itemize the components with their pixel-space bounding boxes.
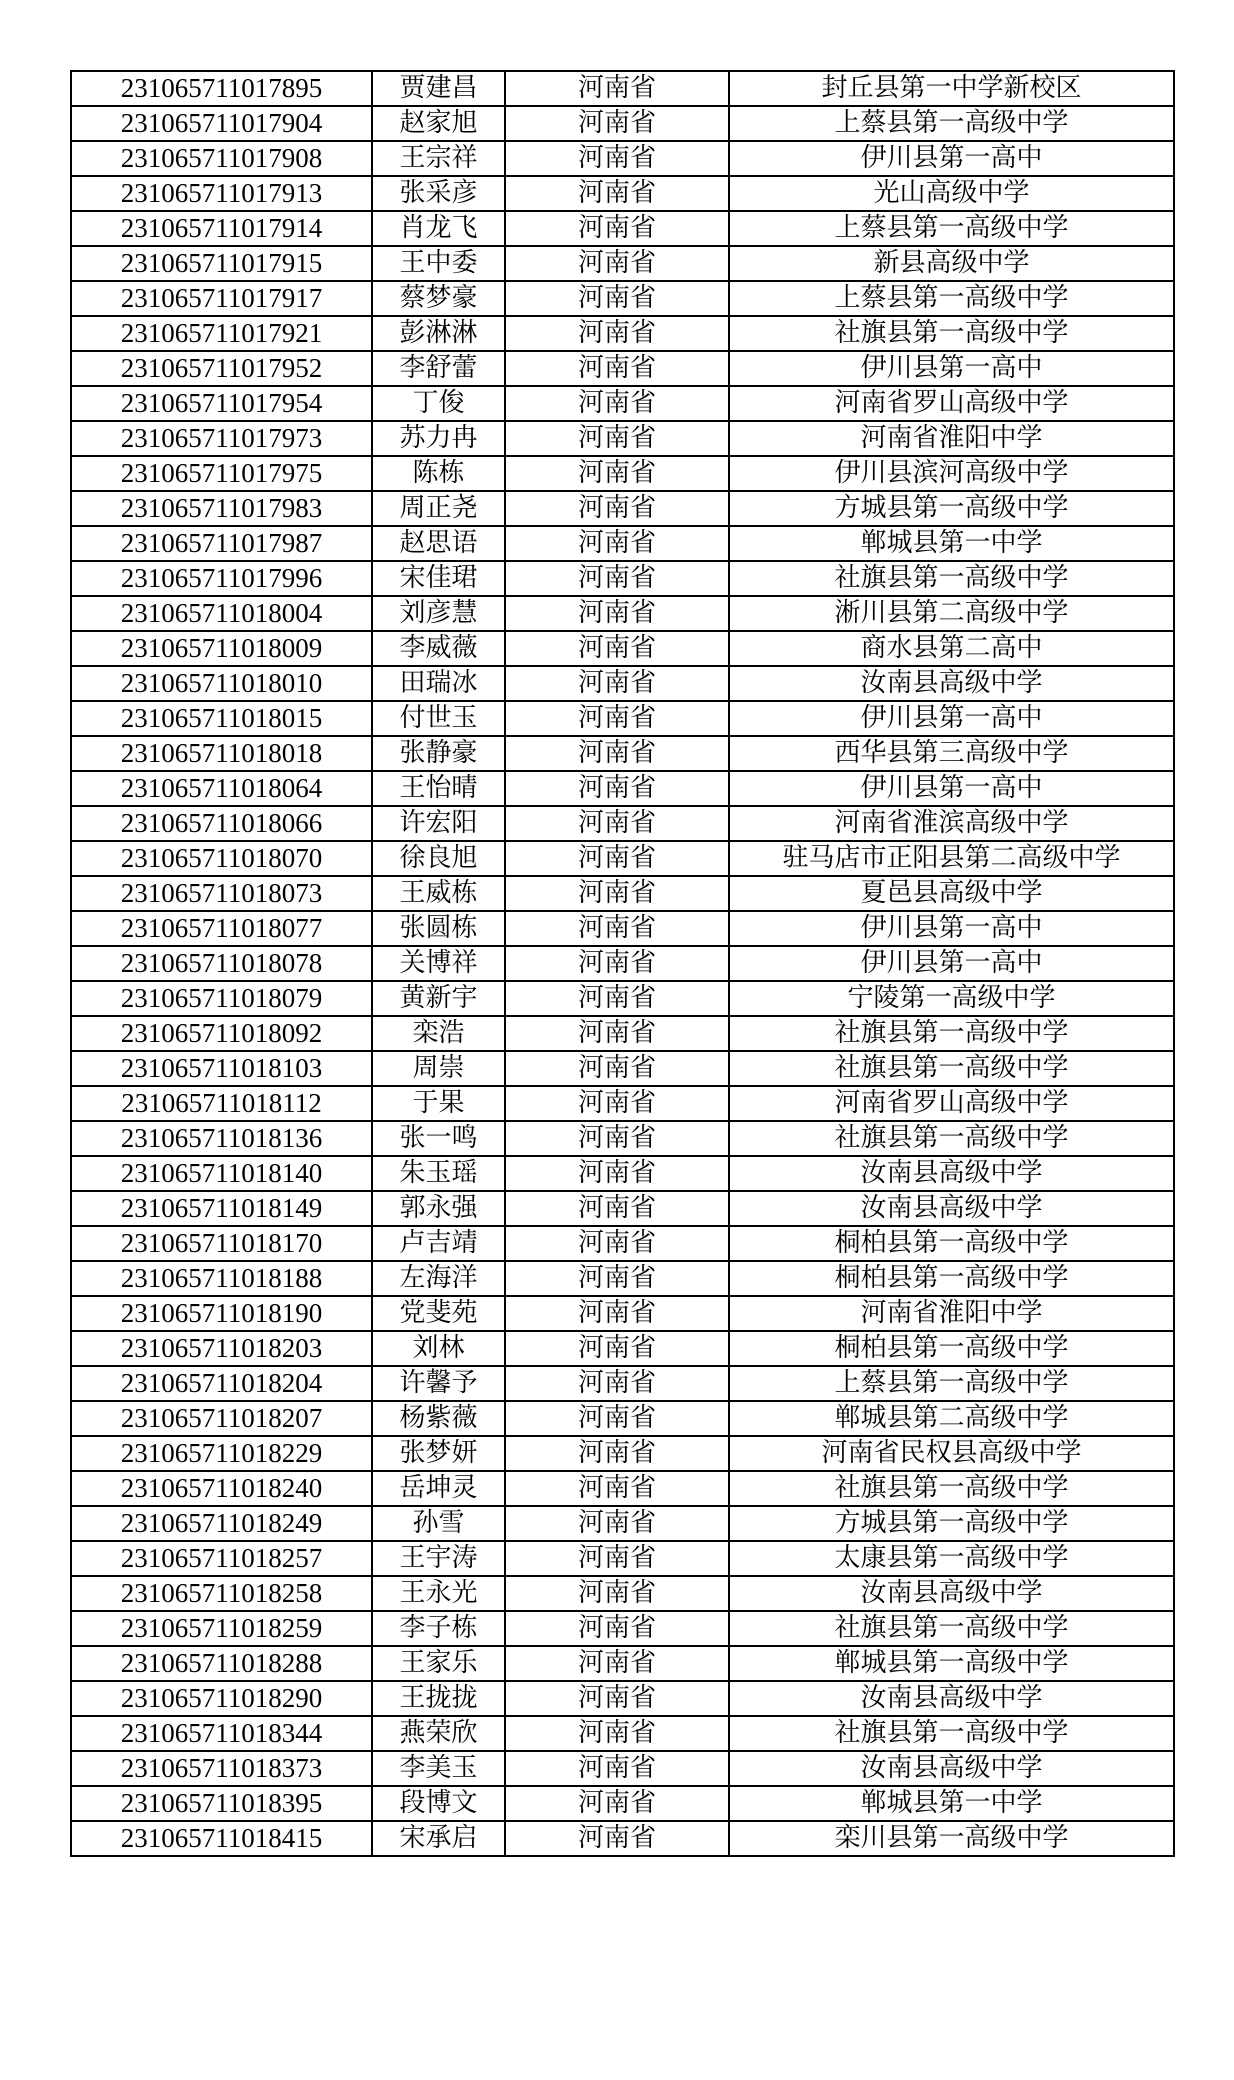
- school-cell: 社旗县第一高级中学: [729, 1051, 1174, 1086]
- student-name-cell: 李子栋: [372, 1611, 505, 1646]
- student-name-cell: 彭淋淋: [372, 316, 505, 351]
- student-name-cell: 张一鸣: [372, 1121, 505, 1156]
- student-name-cell: 赵思语: [372, 526, 505, 561]
- school-cell: 社旗县第一高级中学: [729, 561, 1174, 596]
- school-cell: 汝南县高级中学: [729, 1191, 1174, 1226]
- table-row: [71, 631, 1174, 666]
- table-row: [71, 1646, 1174, 1681]
- province-cell: 河南省: [505, 876, 729, 911]
- school-cell: 社旗县第一高级中学: [729, 1471, 1174, 1506]
- student-name-cell: 孙雪: [372, 1506, 505, 1541]
- exam-number-cell: 231065711018010: [71, 666, 372, 701]
- school-cell: 河南省罗山高级中学: [729, 1086, 1174, 1121]
- province-cell: 河南省: [505, 946, 729, 981]
- table-row: [71, 1331, 1174, 1366]
- province-cell: 河南省: [505, 1296, 729, 1331]
- province-cell: 河南省: [505, 596, 729, 631]
- province-cell: 河南省: [505, 1191, 729, 1226]
- province-cell: 河南省: [505, 1086, 729, 1121]
- exam-number-cell: 231065711018373: [71, 1751, 372, 1786]
- school-cell: 西华县第三高级中学: [729, 736, 1174, 771]
- table-row: [71, 1436, 1174, 1471]
- school-cell: 社旗县第一高级中学: [729, 1611, 1174, 1646]
- student-name-cell: 许馨予: [372, 1366, 505, 1401]
- province-cell: 河南省: [505, 666, 729, 701]
- exam-number-cell: 231065711018092: [71, 1016, 372, 1051]
- school-cell: 河南省淮阳中学: [729, 1296, 1174, 1331]
- student-name-cell: 朱玉瑶: [372, 1156, 505, 1191]
- school-cell: 桐柏县第一高级中学: [729, 1261, 1174, 1296]
- exam-number-cell: 231065711018288: [71, 1646, 372, 1681]
- table-row: [71, 176, 1174, 211]
- student-name-cell: 蔡梦豪: [372, 281, 505, 316]
- province-cell: 河南省: [505, 421, 729, 456]
- exam-number-cell: 231065711017913: [71, 176, 372, 211]
- table-row: [71, 1716, 1174, 1751]
- exam-number-cell: 231065711018064: [71, 771, 372, 806]
- exam-number-cell: 231065711018229: [71, 1436, 372, 1471]
- table-row: [71, 1086, 1174, 1121]
- exam-number-cell: 231065711018249: [71, 1506, 372, 1541]
- student-name-cell: 王永光: [372, 1576, 505, 1611]
- student-name-cell: 王宇涛: [372, 1541, 505, 1576]
- school-cell: 夏邑县高级中学: [729, 876, 1174, 911]
- table-row: [71, 106, 1174, 141]
- table-row: [71, 351, 1174, 386]
- province-cell: 河南省: [505, 1611, 729, 1646]
- exam-number-cell: 231065711018136: [71, 1121, 372, 1156]
- student-name-cell: 李威薇: [372, 631, 505, 666]
- exam-number-cell: 231065711018015: [71, 701, 372, 736]
- school-cell: 河南省罗山高级中学: [729, 386, 1174, 421]
- student-name-cell: 肖龙飞: [372, 211, 505, 246]
- exam-number-cell: 231065711018188: [71, 1261, 372, 1296]
- exam-number-cell: 231065711018018: [71, 736, 372, 771]
- province-cell: 河南省: [505, 106, 729, 141]
- table-row: [71, 1191, 1174, 1226]
- school-cell: 光山高级中学: [729, 176, 1174, 211]
- table-row: [71, 666, 1174, 701]
- school-cell: 郸城县第一中学: [729, 526, 1174, 561]
- student-name-cell: 王中委: [372, 246, 505, 281]
- student-name-cell: 宋承启: [372, 1821, 505, 1856]
- school-cell: 上蔡县第一高级中学: [729, 281, 1174, 316]
- student-name-cell: 段博文: [372, 1786, 505, 1821]
- student-name-cell: 刘彦慧: [372, 596, 505, 631]
- table-row: [71, 1121, 1174, 1156]
- table-row: [71, 1506, 1174, 1541]
- student-name-cell: 张圆栋: [372, 911, 505, 946]
- table-row: [71, 1016, 1174, 1051]
- student-name-cell: 张采彦: [372, 176, 505, 211]
- student-name-cell: 王拢拢: [372, 1681, 505, 1716]
- table-row: [71, 911, 1174, 946]
- exam-number-cell: 231065711018240: [71, 1471, 372, 1506]
- exam-number-cell: 231065711017914: [71, 211, 372, 246]
- exam-number-cell: 231065711017973: [71, 421, 372, 456]
- student-name-cell: 于果: [372, 1086, 505, 1121]
- province-cell: 河南省: [505, 281, 729, 316]
- table-row: [71, 561, 1174, 596]
- province-cell: 河南省: [505, 1786, 729, 1821]
- table-row: [71, 1471, 1174, 1506]
- exam-number-cell: 231065711018290: [71, 1681, 372, 1716]
- province-cell: 河南省: [505, 1016, 729, 1051]
- table-row: [71, 1576, 1174, 1611]
- province-cell: 河南省: [505, 1261, 729, 1296]
- table-row: [71, 1261, 1174, 1296]
- school-cell: 伊川县滨河高级中学: [729, 456, 1174, 491]
- student-name-cell: 陈栋: [372, 456, 505, 491]
- school-cell: 河南省淮阳中学: [729, 421, 1174, 456]
- exam-number-cell: 231065711017952: [71, 351, 372, 386]
- student-name-cell: 王宗祥: [372, 141, 505, 176]
- school-cell: 淅川县第二高级中学: [729, 596, 1174, 631]
- province-cell: 河南省: [505, 981, 729, 1016]
- exam-number-cell: 231065711017904: [71, 106, 372, 141]
- student-name-cell: 卢吉靖: [372, 1226, 505, 1261]
- table-row: [71, 211, 1174, 246]
- exam-number-cell: 231065711017975: [71, 456, 372, 491]
- table-row: [71, 946, 1174, 981]
- exam-number-cell: 231065711018103: [71, 1051, 372, 1086]
- exam-number-cell: 231065711017954: [71, 386, 372, 421]
- table-row: [71, 841, 1174, 876]
- province-cell: 河南省: [505, 1436, 729, 1471]
- student-name-cell: 王威栋: [372, 876, 505, 911]
- student-name-cell: 郭永强: [372, 1191, 505, 1226]
- table-row: [71, 1751, 1174, 1786]
- school-cell: 驻马店市正阳县第二高级中学: [729, 841, 1174, 876]
- province-cell: 河南省: [505, 1156, 729, 1191]
- province-cell: 河南省: [505, 1226, 729, 1261]
- school-cell: 栾川县第一高级中学: [729, 1821, 1174, 1856]
- exam-number-cell: 231065711018073: [71, 876, 372, 911]
- province-cell: 河南省: [505, 316, 729, 351]
- table-row: [71, 1296, 1174, 1331]
- school-cell: 方城县第一高级中学: [729, 491, 1174, 526]
- student-name-cell: 贾建昌: [372, 71, 505, 106]
- table-row: [71, 246, 1174, 281]
- province-cell: 河南省: [505, 456, 729, 491]
- school-cell: 宁陵第一高级中学: [729, 981, 1174, 1016]
- school-cell: 汝南县高级中学: [729, 1576, 1174, 1611]
- province-cell: 河南省: [505, 71, 729, 106]
- school-cell: 社旗县第一高级中学: [729, 1716, 1174, 1751]
- school-cell: 上蔡县第一高级中学: [729, 1366, 1174, 1401]
- exam-number-cell: 231065711018207: [71, 1401, 372, 1436]
- province-cell: 河南省: [505, 526, 729, 561]
- table-row: [71, 141, 1174, 176]
- school-cell: 汝南县高级中学: [729, 1681, 1174, 1716]
- student-name-cell: 关博祥: [372, 946, 505, 981]
- exam-number-cell: 231065711018259: [71, 1611, 372, 1646]
- school-cell: 社旗县第一高级中学: [729, 316, 1174, 351]
- exam-number-cell: 231065711018395: [71, 1786, 372, 1821]
- table-row: [71, 386, 1174, 421]
- table-row: [71, 421, 1174, 456]
- school-cell: 桐柏县第一高级中学: [729, 1331, 1174, 1366]
- table-row: [71, 316, 1174, 351]
- school-cell: 郸城县第一中学: [729, 1786, 1174, 1821]
- province-cell: 河南省: [505, 1506, 729, 1541]
- province-cell: 河南省: [505, 141, 729, 176]
- province-cell: 河南省: [505, 1541, 729, 1576]
- province-cell: 河南省: [505, 1576, 729, 1611]
- student-name-cell: 苏力冉: [372, 421, 505, 456]
- student-name-cell: 栾浩: [372, 1016, 505, 1051]
- table-row: [71, 876, 1174, 911]
- exam-number-cell: 231065711018190: [71, 1296, 372, 1331]
- province-cell: 河南省: [505, 736, 729, 771]
- province-cell: 河南省: [505, 1121, 729, 1156]
- exam-number-cell: 231065711018149: [71, 1191, 372, 1226]
- exam-number-cell: 231065711018077: [71, 911, 372, 946]
- student-name-cell: 张静豪: [372, 736, 505, 771]
- exam-number-cell: 231065711018009: [71, 631, 372, 666]
- province-cell: 河南省: [505, 1681, 729, 1716]
- student-name-cell: 付世玉: [372, 701, 505, 736]
- exam-number-cell: 231065711018170: [71, 1226, 372, 1261]
- exam-number-cell: 231065711017917: [71, 281, 372, 316]
- province-cell: 河南省: [505, 351, 729, 386]
- table-row: [71, 71, 1174, 106]
- table-row: [71, 456, 1174, 491]
- province-cell: 河南省: [505, 246, 729, 281]
- exam-number-cell: 231065711018078: [71, 946, 372, 981]
- student-name-cell: 丁俊: [372, 386, 505, 421]
- student-name-cell: 周正尧: [372, 491, 505, 526]
- province-cell: 河南省: [505, 1401, 729, 1436]
- student-name-cell: 李美玉: [372, 1751, 505, 1786]
- table-row: [71, 701, 1174, 736]
- exam-number-cell: 231065711017983: [71, 491, 372, 526]
- exam-number-cell: 231065711018344: [71, 1716, 372, 1751]
- student-name-cell: 赵家旭: [372, 106, 505, 141]
- table-row: [71, 1226, 1174, 1261]
- province-cell: 河南省: [505, 1471, 729, 1506]
- exam-number-cell: 231065711018257: [71, 1541, 372, 1576]
- student-name-cell: 宋佳珺: [372, 561, 505, 596]
- province-cell: 河南省: [505, 771, 729, 806]
- student-name-cell: 许宏阳: [372, 806, 505, 841]
- student-name-cell: 徐良旭: [372, 841, 505, 876]
- province-cell: 河南省: [505, 491, 729, 526]
- school-cell: 汝南县高级中学: [729, 1156, 1174, 1191]
- province-cell: 河南省: [505, 1366, 729, 1401]
- school-cell: 伊川县第一高中: [729, 911, 1174, 946]
- school-cell: 河南省民权县高级中学: [729, 1436, 1174, 1471]
- exam-number-cell: 231065711017996: [71, 561, 372, 596]
- student-name-cell: 刘林: [372, 1331, 505, 1366]
- school-cell: 河南省淮滨高级中学: [729, 806, 1174, 841]
- province-cell: 河南省: [505, 211, 729, 246]
- school-cell: 社旗县第一高级中学: [729, 1121, 1174, 1156]
- exam-number-cell: 231065711018004: [71, 596, 372, 631]
- school-cell: 郸城县第一高级中学: [729, 1646, 1174, 1681]
- school-cell: 上蔡县第一高级中学: [729, 211, 1174, 246]
- school-cell: 汝南县高级中学: [729, 666, 1174, 701]
- exam-number-cell: 231065711018140: [71, 1156, 372, 1191]
- table-row: [71, 1821, 1174, 1856]
- table-row: [71, 1051, 1174, 1086]
- school-cell: 伊川县第一高中: [729, 141, 1174, 176]
- student-name-cell: 王家乐: [372, 1646, 505, 1681]
- province-cell: 河南省: [505, 386, 729, 421]
- exam-number-cell: 231065711018258: [71, 1576, 372, 1611]
- table-row: [71, 1681, 1174, 1716]
- province-cell: 河南省: [505, 1751, 729, 1786]
- province-cell: 河南省: [505, 1331, 729, 1366]
- table-row: [71, 1541, 1174, 1576]
- table-row: [71, 1786, 1174, 1821]
- province-cell: 河南省: [505, 1821, 729, 1856]
- student-name-cell: 杨紫薇: [372, 1401, 505, 1436]
- table-row: [71, 281, 1174, 316]
- roster-table: [70, 70, 1175, 1857]
- school-cell: 伊川县第一高中: [729, 701, 1174, 736]
- exam-number-cell: 231065711018415: [71, 1821, 372, 1856]
- school-cell: 伊川县第一高中: [729, 351, 1174, 386]
- exam-number-cell: 231065711018112: [71, 1086, 372, 1121]
- student-name-cell: 岳坤灵: [372, 1471, 505, 1506]
- school-cell: 伊川县第一高中: [729, 946, 1174, 981]
- school-cell: 桐柏县第一高级中学: [729, 1226, 1174, 1261]
- school-cell: 上蔡县第一高级中学: [729, 106, 1174, 141]
- student-name-cell: 王怡晴: [372, 771, 505, 806]
- province-cell: 河南省: [505, 806, 729, 841]
- school-cell: 封丘县第一中学新校区: [729, 71, 1174, 106]
- student-name-cell: 张梦妍: [372, 1436, 505, 1471]
- school-cell: 社旗县第一高级中学: [729, 1016, 1174, 1051]
- exam-number-cell: 231065711017908: [71, 141, 372, 176]
- table-row: [71, 491, 1174, 526]
- table-row: [71, 526, 1174, 561]
- table-row: [71, 1401, 1174, 1436]
- province-cell: 河南省: [505, 1646, 729, 1681]
- exam-number-cell: 231065711018070: [71, 841, 372, 876]
- province-cell: 河南省: [505, 1716, 729, 1751]
- province-cell: 河南省: [505, 701, 729, 736]
- table-row: [71, 981, 1174, 1016]
- school-cell: 郸城县第二高级中学: [729, 1401, 1174, 1436]
- student-name-cell: 黄新宇: [372, 981, 505, 1016]
- school-cell: 伊川县第一高中: [729, 771, 1174, 806]
- exam-number-cell: 231065711018204: [71, 1366, 372, 1401]
- province-cell: 河南省: [505, 911, 729, 946]
- school-cell: 汝南县高级中学: [729, 1751, 1174, 1786]
- roster-body: [71, 71, 1174, 1856]
- table-row: [71, 1611, 1174, 1646]
- exam-number-cell: 231065711018079: [71, 981, 372, 1016]
- table-row: [71, 736, 1174, 771]
- exam-number-cell: 231065711018066: [71, 806, 372, 841]
- province-cell: 河南省: [505, 841, 729, 876]
- province-cell: 河南省: [505, 1051, 729, 1086]
- student-name-cell: 左海洋: [372, 1261, 505, 1296]
- table-row: [71, 806, 1174, 841]
- province-cell: 河南省: [505, 631, 729, 666]
- student-name-cell: 党斐苑: [372, 1296, 505, 1331]
- province-cell: 河南省: [505, 561, 729, 596]
- table-row: [71, 596, 1174, 631]
- student-name-cell: 李舒蕾: [372, 351, 505, 386]
- exam-number-cell: 231065711017987: [71, 526, 372, 561]
- exam-number-cell: 231065711017915: [71, 246, 372, 281]
- exam-number-cell: 231065711017895: [71, 71, 372, 106]
- exam-number-cell: 231065711017921: [71, 316, 372, 351]
- province-cell: 河南省: [505, 176, 729, 211]
- school-cell: 方城县第一高级中学: [729, 1506, 1174, 1541]
- school-cell: 商水县第二高中: [729, 631, 1174, 666]
- table-row: [71, 771, 1174, 806]
- table-row: [71, 1156, 1174, 1191]
- table-row: [71, 1366, 1174, 1401]
- student-name-cell: 燕荣欣: [372, 1716, 505, 1751]
- school-cell: 新县高级中学: [729, 246, 1174, 281]
- exam-number-cell: 231065711018203: [71, 1331, 372, 1366]
- school-cell: 太康县第一高级中学: [729, 1541, 1174, 1576]
- student-name-cell: 周崇: [372, 1051, 505, 1086]
- student-name-cell: 田瑞冰: [372, 666, 505, 701]
